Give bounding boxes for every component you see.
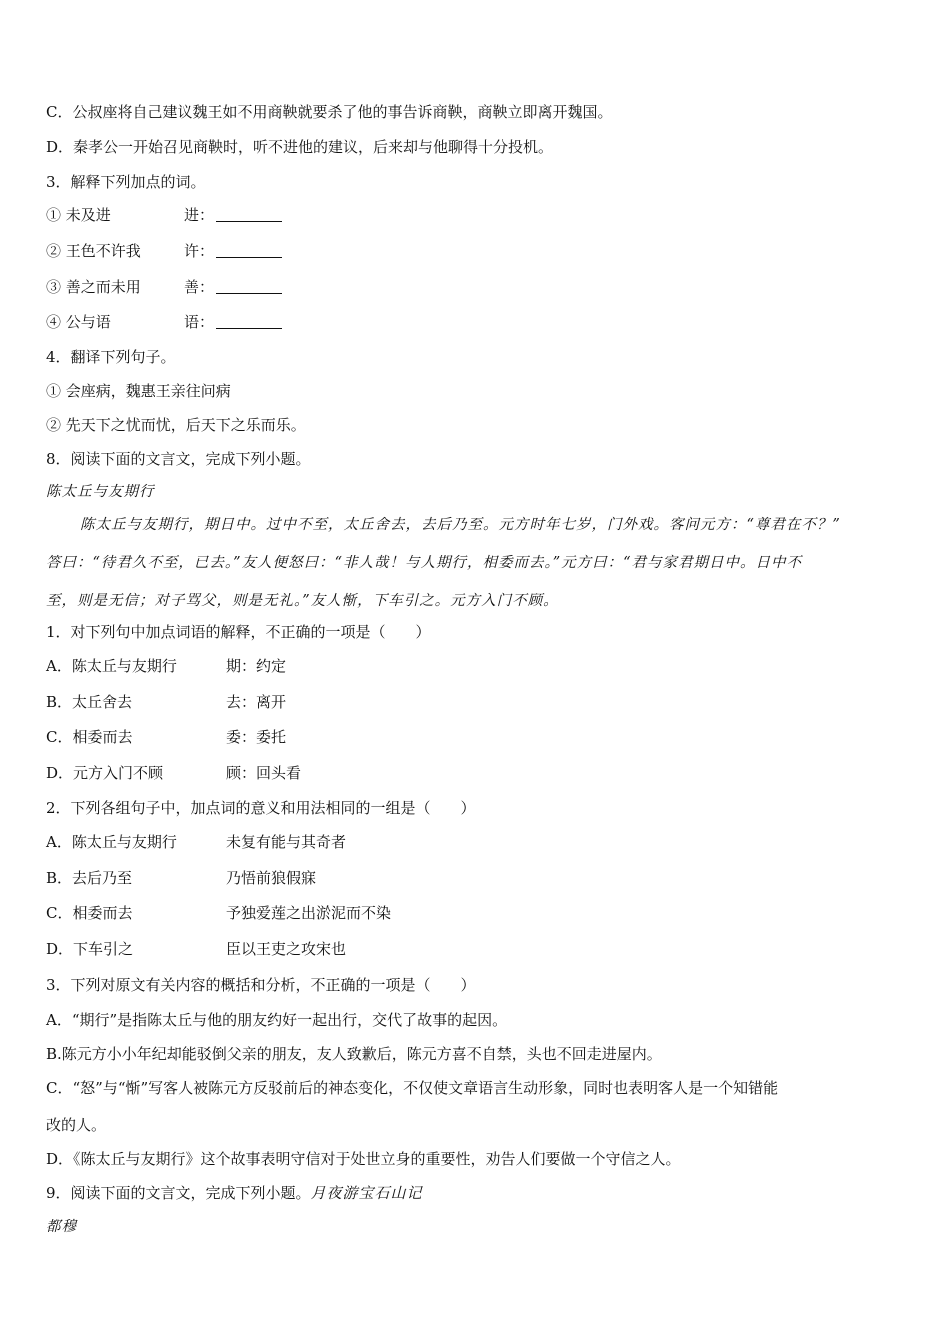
option-compare: 予独爱莲之出淤泥而不染 (226, 904, 392, 922)
vocab-phrase: ① 未及进 (46, 206, 111, 224)
option-compare: 臣以王吏之攻宋也 (226, 940, 347, 958)
subquestion-1-option (46, 692, 287, 712)
option-phrase: C．相委而去 (46, 904, 133, 922)
option-d-line: D．秦孝公一开始召见商鞅时，听不进他的建议，后来却与他聊得十分投机。 (46, 138, 554, 156)
passage-author: 都穆 (46, 1219, 77, 1235)
answer-blank[interactable] (216, 243, 282, 258)
question-8-heading: 8．阅读下面的文言文，完成下列小题。 (46, 450, 311, 468)
option-meaning: 期：约定 (226, 657, 287, 675)
subquestion-2-option (46, 832, 347, 852)
option-phrase: C．相委而去 (46, 728, 133, 746)
vocab-answer (184, 277, 282, 297)
option-phrase: B．太丘舍去 (46, 693, 133, 711)
option-meaning: 顾：回头看 (226, 764, 302, 782)
question-9-heading (46, 1183, 423, 1203)
option-c-line: C．公叔座将自己建议魏王如不用商鞅就要杀了他的事告诉商鞅，商鞅立即离开魏国。 (46, 103, 613, 121)
vocab-word: 语： (184, 313, 215, 331)
passage-paragraph: 至，则是无信；对子骂父，则是无礼。”友人惭，下车引之。元方入门不顾。 (46, 593, 559, 609)
vocab-phrase: ② 王色不许我 (46, 242, 141, 260)
subquestion-3-option-c: C．“怒”与“惭”写客人被陈元方反驳前后的神态变化，不仅使文章语言生动形象，同时也表明客人是一个知错能 (46, 1079, 779, 1097)
question-4-heading: 4．翻译下列句子。 (46, 348, 176, 366)
answer-blank[interactable] (216, 207, 282, 222)
vocab-item (46, 277, 215, 297)
vocab-word: 许： (184, 242, 215, 260)
option-phrase: B．去后乃至 (46, 869, 133, 887)
answer-blank[interactable] (216, 314, 282, 329)
subquestion-3-option-b: B.陈元方小小年纪却能驳倒父亲的朋友，友人致歉后，陈元方喜不自禁，头也不回走进屋内。 (46, 1045, 662, 1063)
subquestion-1-option (46, 727, 287, 747)
vocab-item (46, 241, 215, 261)
vocab-answer (184, 312, 282, 332)
passage-paragraph: 答曰：“待君久不至，已去。”友人便怒曰：“非人哉！与人期行，相委而去。”元方曰：“君与家君期日中。日中不 (46, 555, 803, 571)
option-compare: 未复有能与其奇者 (226, 833, 347, 851)
option-phrase: D．下车引之 (46, 940, 134, 958)
vocab-phrase: ③ 善之而未用 (46, 278, 141, 296)
option-phrase: A．陈太丘与友期行 (46, 657, 177, 675)
vocab-item (46, 312, 215, 332)
option-compare: 乃悟前狼假寐 (226, 869, 317, 887)
subquestion-3-option-d: D．《陈太丘与友期行》这个故事表明守信对于处世立身的重要性，劝告人们要做一个守信之人。 (46, 1150, 681, 1168)
vocab-answer (184, 241, 282, 261)
translate-sentence-1: ① 会座病，魏惠王亲往问病 (46, 382, 231, 400)
vocab-phrase: ④ 公与语 (46, 313, 111, 331)
question-9-passage-title: 月夜游宝石山记 (310, 1184, 423, 1202)
vocab-item (46, 205, 215, 225)
vocab-word: 善： (184, 278, 215, 296)
subquestion-3-heading: 3．下列对原文有关内容的概括和分析，不正确的一项是（ ） (46, 976, 476, 994)
vocab-answer (184, 205, 282, 225)
subquestion-2-option (46, 939, 347, 959)
subquestion-1-option (46, 656, 287, 676)
subquestion-2-option (46, 868, 317, 888)
subquestion-1-heading: 1．对下列句中加点词语的解释，不正确的一项是（ ） (46, 623, 431, 641)
vocab-word: 进： (184, 206, 215, 224)
translate-sentence-2: ② 先天下之忧而忧，后天下之乐而乐。 (46, 416, 306, 434)
passage-paragraph: 陈太丘与友期行，期日中。过中不至，太丘舍去，去后乃至。元方时年七岁，门外戏。客问元方：“尊君在不？” (80, 517, 841, 533)
question-9-text: 9．阅读下面的文言文，完成下列小题。 (46, 1184, 311, 1202)
subquestion-3-option-a: A．“期行”是指陈太丘与他的朋友约好一起出行，交代了故事的起因。 (46, 1011, 508, 1029)
subquestion-2-heading: 2．下列各组句子中，加点词的意义和用法相同的一组是（ ） (46, 799, 476, 817)
answer-blank[interactable] (216, 279, 282, 294)
option-meaning: 委：委托 (226, 728, 287, 746)
question-3-heading: 3．解释下列加点的词。 (46, 173, 206, 191)
subquestion-1-option (46, 763, 302, 783)
option-phrase: A．陈太丘与友期行 (46, 833, 177, 851)
option-meaning: 去：离开 (226, 693, 287, 711)
passage-title: 陈太丘与友期行 (46, 484, 155, 500)
subquestion-2-option (46, 903, 392, 923)
option-phrase: D．元方入门不顾 (46, 764, 164, 782)
subquestion-3-option-c-cont: 改的人。 (46, 1116, 107, 1134)
